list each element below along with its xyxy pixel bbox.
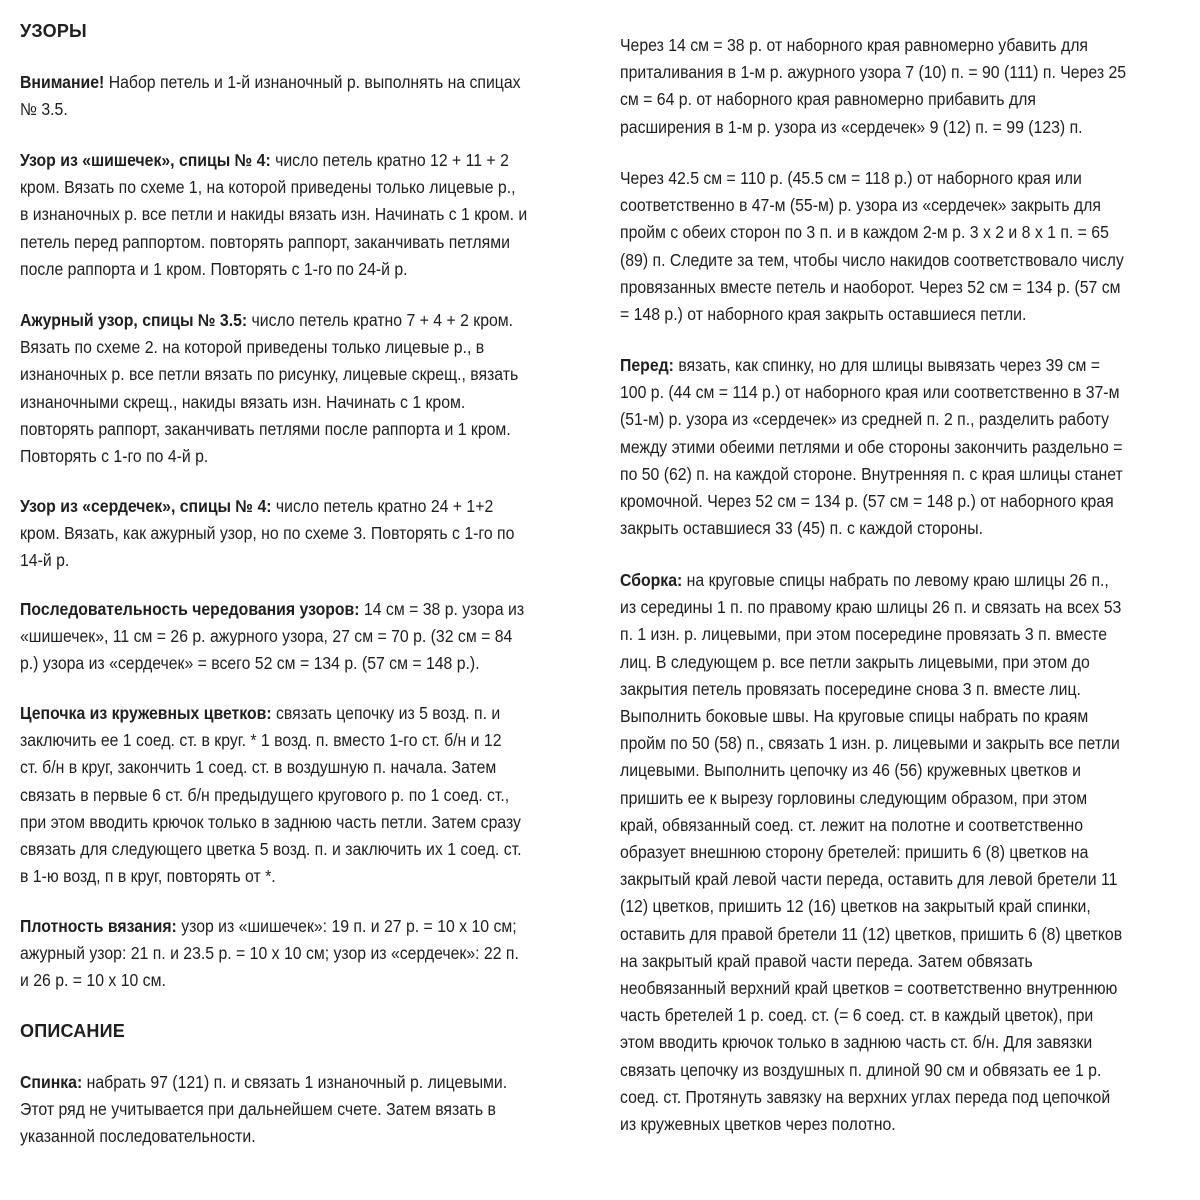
paragraph-lead: Плотность вязания: — [20, 916, 177, 936]
paragraph-flower-chain: Цепочка из кружевных цветков: связать цепочку из 5 возд. п. и заключить ее 1 соед. ст. в круг. * 1 возд. п. вместо 1-го ст. б/н и 12 ст. б/н в круг, закончить 1 соед. ст. в воздушную п. начала. Затем связать в первые 6 ст. б/н предыдущего кругового р. по 1 соед. ст., при этом вводить крючок только в заднюю часть петли. Затем сразу связать для следующего цветка 5 возд. п. и заключить их 1 соед. ст. в 1-ю возд, п в круг, повторять от *. — [20, 703, 522, 887]
heading-patterns: УЗОРЫ — [20, 21, 87, 41]
paragraph-back-continued-1: Через 14 см = 38 р. от наборного края равномерно убавить для приталивания в 1-м р. ажурного узора 7 (10) п. = 90 (111) п. Через 25 см = 64 р. от наборного края равномерно прибавить для расширения в 1-м р. узора из «сердечек» 9 (12) п. = 99 (123) п. — [620, 35, 1127, 137]
paragraph-lead: Ажурный узор, спицы № 3.5: — [20, 310, 248, 330]
paragraph-lead: Перед: — [620, 355, 674, 375]
paragraph-lead: Цепочка из кружевных цветков: — [20, 703, 272, 723]
paragraph-hearts-pattern: Узор из «сердечек», спицы № 4: число петель кратно 24 + 1+2 кром. Вязать, как ажурный узор, но по схеме 3. Повторять с 1-го по 14-й р. — [20, 496, 515, 571]
paragraph-lead: Сборка: — [620, 570, 683, 590]
paragraph-attention: Внимание! Набор петель и 1-й изнаночный р. выполнять на спицах № 3.5. — [20, 72, 521, 120]
paragraph-lead: Спинка: — [20, 1072, 83, 1092]
paragraph-openwork-pattern: Ажурный узор, спицы № 3.5: число петель кратно 7 + 4 + 2 кром. Вязать по схеме 2. на которой приведены только лицевые р., в изнаночных р. все петли вязать по рисунку, лицевые скрещ., вязать изнаночными скрещ., накиды вязать изн. Начинать с 1 кром. повторять раппорт, заканчивать петлями после раппорта и 1 кром. Повторять с 1-го по 4-й р. — [20, 310, 519, 467]
paragraph-cones-pattern: Узор из «шишечек», спицы № 4: число петель кратно 12 + 11 + 2 кром. Вязать по схеме 1, на которой приведены только лицевые р., в изнаночных р. все петли и накиды вязать изн. Начинать с 1 кром. и петель перед раппортом. повторять раппорт, заканчивать петлями после раппорта и 1 кром. Повторять с 1-го по 24-й р. — [20, 150, 528, 279]
paragraph-pattern-sequence: Последовательность чередования узоров: 14 см = 38 р. узора из «шишечек», 11 см = 26 р. ажурного узора, 27 см = 70 р. (32 см = 84 р.) узора из «сердечек» = всего 52 см = 134 р. (57 см = 148 р.). — [20, 599, 525, 674]
paragraph-back: Спинка: набрать 97 (121) п. и связать 1 изнаночный р. лицевыми. Этот ряд не учитывается при дальнейшем счете. Затем вязать в указанной последовательности. — [20, 1072, 508, 1147]
paragraph-lead: Последовательность чередования узоров: — [20, 599, 360, 619]
paragraph-assembly: Сборка: на круговые спицы набрать по левому краю шлицы 26 п., из середины 1 п. по правому краю шлицы 26 п. и связать на всех 53 п. 1 изн. р. лицевыми, при этом посередине провязать 3 п. вместе лиц. В следующем р. все петли закрыть лицевыми, при этом до закрытия петель провязать посередине снова 3 п. вместе лиц. Выполнить боковые швы. На круговые спицы набрать по краям пройм по 50 (58) п., связать 1 изн. р. лицевыми и закрыть все петли лицевыми. Выполнить цепочку из 46 (56) кружевных цветков и пришить ее к вырезу горловины следующим образом, при этом край, обвязанный соед. ст. лежит на полотне и соответственно образует внешнюю сторону бретелей: пришить 6 (8) цветков на закрытый край левой части переда, оставить для левой бретели 11 (12) цветков, пришить 12 (16) цветков на закрытый край спинки, оставить для правой бретели 11 (12) цветков, пришить 6 (8) цветков на закрытый край правой части переда. Затем обвязать необвязанный верхний край цветков = соответственно внутреннюю часть бретелей 1 р. соед. ст. (= 6 соед. ст. в каждый цветок), при этом вводить крючок только в заднюю часть ст. б/н. Для завязки связать цепочку из воздушных п. длиной 90 см и обвязать ее 1 р. соед. ст. Протянуть завязку на верхних углах переда под цепочкой из кружевных цветков через полотно. — [620, 570, 1123, 1135]
paragraph-back-continued-2: Через 42.5 см = 110 р. (45.5 см = 118 р.) от наборного края или соответственно в 47-м (55-м) р. узора из «сердечек» закрыть для пройм с обеих сторон по 3 п. и в каждом 2-м р. 3 х 2 и 8 х 1 п. = 65 (89) п. Следите за тем, чтобы число накидов соответствовало числу провязанных вместе петель и наоборот. Через 52 см = 134 р. (57 см = 148 р.) от наборного края закрыть оставшиеся петли. — [620, 168, 1124, 325]
paragraph-lead: Узор из «шишечек», спицы № 4: — [20, 150, 271, 170]
heading-description: ОПИСАНИЕ — [20, 1021, 125, 1041]
paragraph-lead: Внимание! — [20, 72, 105, 92]
paragraph-knitting-density: Плотность вязания: узор из «шишечек»: 19 п. и 27 р. = 10 х 10 см; ажурный узор: 21 п. и 23.5 р. = 10 х 10 см; узор из «сердечек»: 22 п. и 26 р. = 10 х 10 см. — [20, 916, 519, 991]
paragraph-lead: Узор из «сердечек», спицы № 4: — [20, 496, 272, 516]
paragraph-front: Перед: вязать, как спинку, но для шлицы вывязать через 39 см = 100 р. (44 см = 114 р.) от наборного края или соответственно в 37-м (51-м) р. узора из «сердечек» из средней п. 2 п., разделить работу между этими обеими петлями и обе стороны закончить раздельно = по 50 (62) п. на каждой стороне. Внутренняя п. с края шлицы станет кромочной. Через 52 см = 134 р. (57 см = 148 р.) от наборного края закрыть оставшиеся 33 (45) п. с каждой стороны. — [620, 355, 1123, 539]
